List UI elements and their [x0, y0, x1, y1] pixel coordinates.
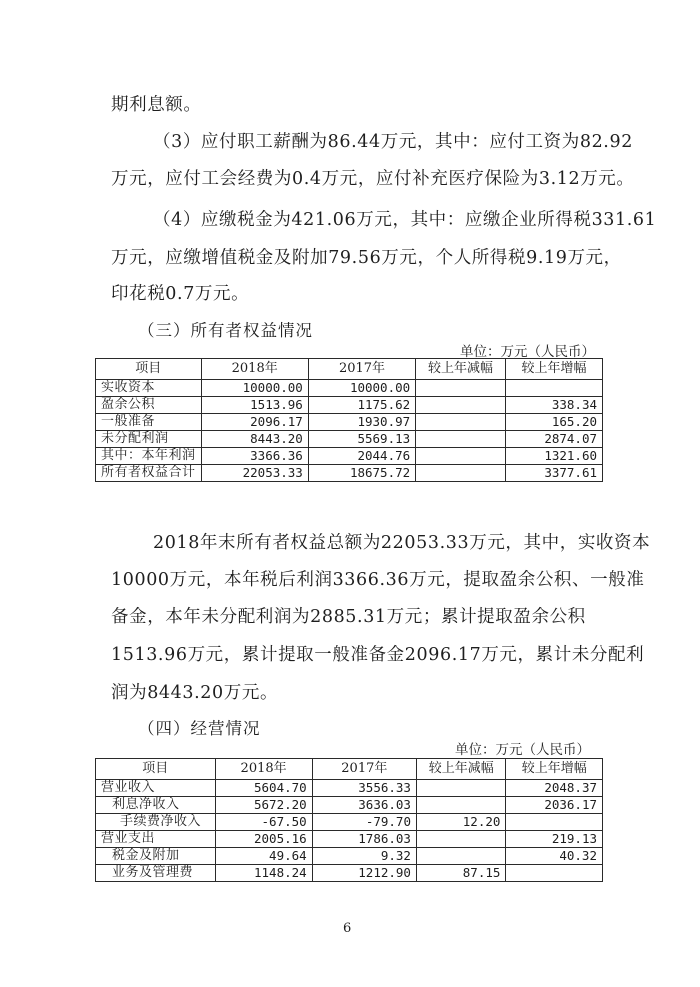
row-label: 实收资本 [96, 380, 202, 397]
row-label: 一般准备 [96, 414, 202, 431]
value-increase: 2048.37 [506, 780, 603, 797]
row-label: 利息净收入 [96, 797, 216, 814]
value-decrease: 87.15 [416, 865, 505, 882]
paragraph-line: 备金，本年未分配利润为2885.31万元；累计提取盈余公积 [111, 607, 586, 627]
value-2017: 3556.33 [312, 780, 416, 797]
value-decrease [416, 831, 505, 848]
value-2017: 1175.62 [308, 397, 415, 414]
value-increase [506, 814, 603, 831]
value-2018: 2005.16 [215, 831, 312, 848]
row-label: 税金及附加 [96, 848, 216, 865]
value-increase: 2874.07 [505, 431, 602, 448]
paragraph-line: 印花税0.7万元。 [111, 284, 250, 304]
section-title: （四）经营情况 [138, 719, 261, 738]
row-label: 营业收入 [96, 780, 216, 797]
table-header-row [96, 759, 603, 780]
value-2018: 1148.24 [215, 865, 312, 882]
header-decrease: 较上年减幅 [416, 359, 506, 380]
value-increase [506, 865, 603, 882]
value-2017: 1930.97 [308, 414, 415, 431]
row-label: 业务及管理费 [96, 865, 216, 882]
value-increase [505, 380, 602, 397]
value-2018: 3366.36 [201, 448, 308, 465]
value-decrease [416, 848, 505, 865]
paragraph-line: 1513.96万元，累计提取一般准备金2096.17万元，累计未分配利 [111, 645, 645, 665]
value-increase: 40.32 [506, 848, 603, 865]
value-2017: 10000.00 [308, 380, 415, 397]
value-2017: 9.32 [312, 848, 416, 865]
value-2018: 5604.70 [215, 780, 312, 797]
header-2017: 2017年 [308, 359, 415, 380]
value-2018: -67.50 [215, 814, 312, 831]
value-increase: 3377.61 [505, 465, 602, 482]
value-2017: 1212.90 [312, 865, 416, 882]
table-header-row [96, 359, 603, 380]
value-increase: 219.13 [506, 831, 603, 848]
table-row [96, 848, 603, 865]
table-row [96, 865, 603, 882]
value-increase: 1321.60 [505, 448, 602, 465]
value-decrease [416, 431, 506, 448]
header-2017: 2017年 [312, 759, 416, 780]
row-label: 营业支出 [96, 831, 216, 848]
row-label: 手续费净收入 [96, 814, 216, 831]
table-row [96, 780, 603, 797]
value-decrease [416, 465, 506, 482]
header-2018: 2018年 [215, 759, 312, 780]
paragraph-line: 万元，应付工会经费为0.4万元，应付补充医疗保险为3.12万元。 [111, 169, 635, 189]
header-decrease: 较上年减幅 [416, 759, 505, 780]
paragraph-line: 期利息额。 [111, 95, 202, 115]
header-2018: 2018年 [201, 359, 308, 380]
value-increase: 338.34 [505, 397, 602, 414]
value-increase: 165.20 [505, 414, 602, 431]
value-2018: 1513.96 [201, 397, 308, 414]
header-item: 项目 [96, 759, 216, 780]
value-increase: 2036.17 [506, 797, 603, 814]
unit-label: 单位：万元（人民币） [455, 742, 590, 758]
row-label: 其中：本年利润 [96, 448, 202, 465]
value-2018: 49.64 [215, 848, 312, 865]
paragraph-line: （3）应付职工薪酬为86.44万元，其中：应付工资为82.92 [153, 132, 633, 152]
unit-label: 单位：万元（人民币） [460, 344, 595, 360]
header-increase: 较上年增幅 [505, 359, 602, 380]
table-row [96, 831, 603, 848]
value-2018: 2096.17 [201, 414, 308, 431]
paragraph-line: 万元，应缴增值税金及附加79.56万元，个人所得税9.19万元， [111, 248, 622, 268]
paragraph-line: 2018年末所有者权益总额为22053.33万元，其中，实收资本 [153, 533, 651, 553]
table-row [96, 448, 603, 465]
value-2017: 18675.72 [308, 465, 415, 482]
value-2017: -79.70 [312, 814, 416, 831]
value-2017: 3636.03 [312, 797, 416, 814]
value-decrease [416, 380, 506, 397]
table-row [96, 397, 603, 414]
section-title: （三）所有者权益情况 [138, 321, 313, 340]
table-row [96, 465, 603, 482]
table-row [96, 414, 603, 431]
value-2017: 5569.13 [308, 431, 415, 448]
value-decrease [416, 397, 506, 414]
value-decrease [416, 780, 505, 797]
value-2018: 8443.20 [201, 431, 308, 448]
value-2018: 5672.20 [215, 797, 312, 814]
row-label: 盈余公积 [96, 397, 202, 414]
header-item: 项目 [96, 359, 202, 380]
paragraph-line: 10000万元，本年税后利润3366.36万元，提取盈余公积、一般准 [111, 570, 645, 590]
paragraph-line: 润为8443.20万元。 [111, 683, 279, 703]
value-decrease [416, 797, 505, 814]
value-decrease [416, 414, 506, 431]
table-row [96, 380, 603, 397]
value-decrease [416, 448, 506, 465]
value-decrease: 12.20 [416, 814, 505, 831]
row-label: 所有者权益合计 [96, 465, 202, 482]
equity-table [95, 358, 603, 482]
value-2018: 22053.33 [201, 465, 308, 482]
table-row [96, 797, 603, 814]
value-2018: 10000.00 [201, 380, 308, 397]
value-2017: 2044.76 [308, 448, 415, 465]
header-increase: 较上年增幅 [506, 759, 603, 780]
value-2017: 1786.03 [312, 831, 416, 848]
paragraph-line: （4）应缴税金为421.06万元，其中：应缴企业所得税331.61 [153, 210, 657, 230]
page-number: 6 [343, 921, 352, 936]
table-row [96, 814, 603, 831]
operations-table [95, 758, 603, 882]
row-label: 未分配利润 [96, 431, 202, 448]
table-row [96, 431, 603, 448]
